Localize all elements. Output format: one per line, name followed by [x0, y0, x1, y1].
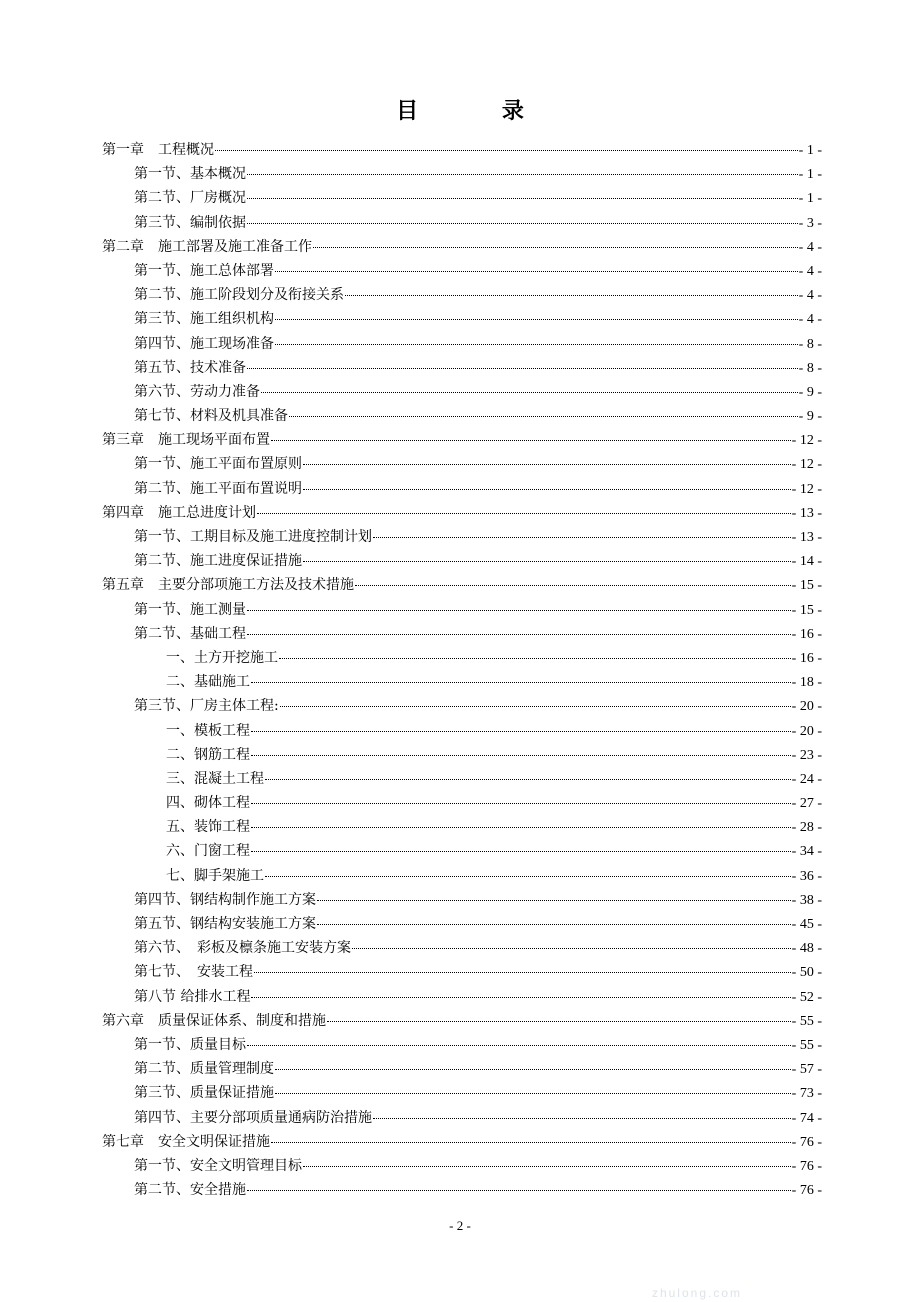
- toc-subsection-entry[interactable]: [102, 839, 822, 863]
- toc-dot-leader: [215, 150, 798, 151]
- page-number: - 2 -: [449, 1218, 471, 1233]
- toc-entry-page: - 18 -: [791, 675, 822, 691]
- toc-section-entry[interactable]: [102, 1081, 822, 1105]
- toc-section-entry[interactable]: [102, 380, 822, 404]
- toc-entry-page: - 9 -: [798, 384, 822, 400]
- toc-subsection-entry[interactable]: [102, 864, 822, 888]
- toc-subsection-entry[interactable]: [102, 646, 822, 670]
- toc-entry-page: - 1 -: [798, 167, 822, 183]
- toc-entry-page: - 20 -: [791, 723, 822, 739]
- toc-entry-page: - 13 -: [791, 505, 822, 521]
- toc-entry-label: 二、基础施工: [166, 674, 250, 691]
- toc-entry-label: 第六节、 彩板及檩条施工安装方案: [134, 940, 351, 957]
- toc-entry-page: - 16 -: [791, 650, 822, 666]
- toc-entry-label: 三、混凝土工程: [166, 770, 264, 787]
- toc-entry-label: 二、钢筋工程: [166, 746, 250, 763]
- toc-entry-label: 六、门窗工程: [166, 843, 250, 860]
- toc-dot-leader: [373, 537, 791, 538]
- toc-entry-page: - 34 -: [791, 844, 822, 860]
- toc-entry-label: 四、砌体工程: [166, 795, 250, 812]
- toc-entry-page: - 57 -: [791, 1062, 822, 1078]
- toc-section-entry[interactable]: [102, 960, 822, 984]
- toc-entry-label: 一、模板工程: [166, 722, 250, 739]
- toc-chapter-entry[interactable]: [102, 138, 822, 162]
- toc-entry-page: - 55 -: [791, 1013, 822, 1029]
- toc-section-entry[interactable]: [102, 1178, 822, 1202]
- toc-entry-label: 第二节、施工平面布置说明: [134, 480, 302, 497]
- toc-entry-label: 第二节、厂房概况: [134, 190, 246, 207]
- toc-entry-label: 第一节、施工测量: [134, 601, 246, 618]
- toc-section-entry[interactable]: [102, 985, 822, 1009]
- toc-entry-page: - 3 -: [798, 215, 822, 231]
- toc-dot-leader: [275, 319, 798, 320]
- toc-dot-leader: [313, 247, 798, 248]
- toc-entry-label: 第二节、安全措施: [134, 1182, 246, 1199]
- toc-entry-page: - 28 -: [791, 820, 822, 836]
- toc-section-entry[interactable]: [102, 622, 822, 646]
- toc-entry-label: 一、土方开挖施工: [166, 649, 278, 666]
- toc-section-entry[interactable]: [102, 356, 822, 380]
- toc-dot-leader: [275, 271, 798, 272]
- toc-dot-leader: [247, 634, 791, 635]
- toc-chapter-entry[interactable]: [102, 235, 822, 259]
- toc-entry-label: 第四章 施工总进度计划: [102, 504, 256, 521]
- toc-entry-page: - 4 -: [798, 312, 822, 328]
- watermark: zhulong.com: [651, 1286, 742, 1300]
- toc-dot-leader: [265, 779, 791, 780]
- toc-section-entry[interactable]: [102, 936, 822, 960]
- toc-entry-label: 第五节、技术准备: [134, 359, 246, 376]
- toc-entry-label: 第一章 工程概况: [102, 142, 214, 158]
- toc-entry-page: - 12 -: [791, 433, 822, 449]
- toc-entry-page: - 76 -: [791, 1134, 822, 1150]
- toc-section-entry[interactable]: [102, 888, 822, 912]
- toc-dot-leader: [275, 1069, 791, 1070]
- toc-dot-leader: [317, 900, 791, 901]
- toc-chapter-entry[interactable]: [102, 1130, 822, 1154]
- toc-entry-label: 第六章 质量保证体系、制度和措施: [102, 1012, 326, 1029]
- toc-subsection-entry[interactable]: [102, 743, 822, 767]
- toc-dot-leader: [251, 803, 791, 804]
- toc-dot-leader: [251, 755, 791, 756]
- toc-chapter-entry[interactable]: [102, 501, 822, 525]
- toc-entry-page: - 76 -: [791, 1158, 822, 1174]
- toc-entry-label: 第八节 给排水工程: [134, 988, 251, 1005]
- toc-entry-page: - 15 -: [791, 578, 822, 594]
- toc-dot-leader: [303, 1166, 791, 1167]
- toc-section-entry[interactable]: [102, 525, 822, 549]
- toc-dot-leader: [303, 464, 791, 465]
- toc-entry-page: - 4 -: [798, 239, 822, 255]
- toc-entry-page: - 74 -: [791, 1110, 822, 1126]
- toc-entry-label: 第七章 安全文明保证措施: [102, 1133, 270, 1150]
- toc-entry-page: - 45 -: [791, 917, 822, 932]
- toc-section-entry[interactable]: [102, 259, 822, 283]
- toc-subsection-entry[interactable]: [102, 767, 822, 791]
- toc-entry-label: 第一节、基本概况: [134, 166, 246, 183]
- toc-section-entry[interactable]: [102, 1057, 822, 1081]
- toc-dot-leader: [345, 295, 798, 296]
- toc-entry-page: - 24 -: [791, 771, 822, 787]
- toc-dot-leader: [355, 585, 791, 586]
- toc-chapter-entry[interactable]: [102, 1009, 822, 1033]
- toc-entry-label: 第二章 施工部署及施工准备工作: [102, 238, 312, 255]
- toc-entry-label: 第一节、安全文明管理目标: [134, 1157, 302, 1174]
- toc-entry-page: - 1 -: [798, 143, 822, 158]
- toc-entry-page: - 36 -: [791, 868, 822, 884]
- toc-entry-page: - 12 -: [791, 481, 822, 497]
- toc-section-entry[interactable]: [102, 598, 822, 622]
- toc-section-entry[interactable]: [102, 549, 822, 573]
- toc-entry-page: - 12 -: [791, 457, 822, 473]
- toc-section-entry[interactable]: [102, 694, 822, 718]
- toc-entry-label: 第四节、施工现场准备: [134, 335, 274, 352]
- toc-dot-leader: [289, 416, 798, 417]
- toc-entry-page: - 8 -: [798, 360, 822, 376]
- toc-chapter-entry[interactable]: [102, 573, 822, 597]
- toc-dot-leader: [261, 392, 798, 393]
- toc-dot-leader: [254, 972, 791, 973]
- toc-dot-leader: [247, 198, 798, 199]
- toc-dot-leader: [271, 1142, 791, 1143]
- toc-dot-leader: [327, 1021, 791, 1022]
- toc-entry-label: 第二节、施工阶段划分及衔接关系: [134, 287, 344, 304]
- toc-dot-leader: [247, 1190, 791, 1191]
- toc-dot-leader: [251, 997, 790, 998]
- toc-dot-leader: [251, 682, 791, 683]
- toc-chapter-entry[interactable]: [102, 428, 822, 452]
- toc-entry-label: 第七节、材料及机具准备: [134, 408, 288, 425]
- toc-entry-label: 第六节、劳动力准备: [134, 383, 260, 400]
- toc-entry-page: - 55 -: [791, 1037, 822, 1053]
- toc-entry-label: 第五节、钢结构安装施工方案: [134, 916, 316, 932]
- toc-dot-leader: [265, 876, 791, 877]
- toc-dot-leader: [303, 489, 791, 490]
- toc-dot-leader: [251, 827, 791, 828]
- toc-entry-label: 第一节、施工平面布置原则: [134, 456, 302, 473]
- toc-entry-page: - 27 -: [791, 796, 822, 812]
- toc-section-entry[interactable]: [102, 186, 822, 210]
- toc-dot-leader: [247, 1045, 791, 1046]
- toc-entry-label: 第三节、施工组织机构: [134, 311, 274, 328]
- toc-subsection-entry[interactable]: [102, 670, 822, 694]
- toc-entry-page: - 8 -: [798, 336, 822, 352]
- toc-subsection-entry[interactable]: [102, 815, 822, 839]
- toc-entry-label: 第一节、质量目标: [134, 1036, 246, 1053]
- toc-entry-page: - 4 -: [798, 263, 822, 279]
- toc-entry-page: - 52 -: [791, 989, 822, 1005]
- toc-dot-leader: [280, 706, 791, 707]
- toc-entry-label: 第一节、工期目标及施工进度控制计划: [134, 529, 372, 545]
- toc-entry-label: 第一节、施工总体部署: [134, 262, 274, 279]
- toc-entry-page: - 48 -: [791, 941, 822, 957]
- toc-entry-page: - 4 -: [798, 288, 822, 304]
- toc-dot-leader: [247, 174, 798, 175]
- toc-entry-label: 第二节、施工进度保证措施: [134, 553, 302, 570]
- toc-entry-label: 第七节、 安装工程: [134, 964, 253, 981]
- toc-entry-label: 第三节、质量保证措施: [134, 1085, 274, 1102]
- toc-section-entry[interactable]: [102, 211, 822, 235]
- toc-section-entry[interactable]: [102, 477, 822, 501]
- toc-section-entry[interactable]: [102, 307, 822, 331]
- toc-entry-page: - 16 -: [791, 626, 822, 642]
- toc-section-entry[interactable]: [102, 452, 822, 476]
- toc-entry-page: - 9 -: [798, 409, 822, 425]
- toc-dot-leader: [275, 1093, 791, 1094]
- toc-entry-page: - 38 -: [791, 892, 822, 908]
- toc-dot-leader: [247, 368, 798, 369]
- toc-entry-label: 第二节、质量管理制度: [134, 1061, 274, 1078]
- toc-entry-label: 五、装饰工程: [166, 819, 250, 836]
- toc-section-entry[interactable]: [102, 912, 822, 936]
- toc-section-entry[interactable]: [102, 1033, 822, 1057]
- toc-dot-leader: [352, 948, 791, 949]
- toc-entry-label: 第四节、钢结构制作施工方案: [134, 891, 316, 908]
- toc-dot-leader: [303, 561, 791, 562]
- toc-section-entry[interactable]: [102, 283, 822, 307]
- toc-entry-page: - 73 -: [791, 1086, 822, 1102]
- toc-section-entry[interactable]: [102, 332, 822, 356]
- toc-entry-page: - 23 -: [791, 747, 822, 763]
- toc-subsection-entry[interactable]: [102, 719, 822, 743]
- toc-entry-page: - 20 -: [791, 699, 822, 715]
- toc-section-entry[interactable]: [102, 1154, 822, 1178]
- toc-entry-label: 第三章 施工现场平面布置: [102, 432, 270, 449]
- toc-section-entry[interactable]: [102, 1106, 822, 1130]
- toc-entry-page: - 50 -: [791, 965, 822, 981]
- toc-dot-leader: [257, 513, 791, 514]
- toc-entry-label: 七、脚手架施工: [166, 867, 264, 884]
- toc-entry-label: 第四节、主要分部项质量通病防治措施: [134, 1109, 372, 1126]
- toc-section-entry[interactable]: [102, 162, 822, 186]
- toc-subsection-entry[interactable]: [102, 791, 822, 815]
- toc-dot-leader: [247, 223, 798, 224]
- toc-entry-page: - 13 -: [791, 530, 822, 545]
- toc-dot-leader: [251, 851, 791, 852]
- toc-entry-label: 第二节、基础工程: [134, 625, 246, 642]
- toc-dot-leader: [271, 440, 791, 441]
- toc-dot-leader: [317, 924, 791, 925]
- toc-entry-page: - 14 -: [791, 554, 822, 570]
- toc-dot-leader: [275, 344, 798, 345]
- page-title: 目 录: [396, 99, 562, 124]
- toc-entry-page: - 1 -: [798, 191, 822, 207]
- toc-dot-leader: [251, 731, 791, 732]
- toc-dot-leader: [247, 610, 791, 611]
- toc-section-entry[interactable]: [102, 404, 822, 428]
- toc-entry-page: - 76 -: [791, 1183, 822, 1199]
- toc-entry-page: - 15 -: [791, 602, 822, 618]
- toc-entry-label: 第五章 主要分部项施工方法及技术措施: [102, 577, 354, 594]
- toc-dot-leader: [279, 658, 791, 659]
- table-of-contents: [102, 138, 822, 1202]
- toc-dot-leader: [373, 1118, 791, 1119]
- toc-entry-label: 第三节、厂房主体工程:: [134, 698, 279, 715]
- toc-entry-label: 第三节、编制依据: [134, 214, 246, 231]
